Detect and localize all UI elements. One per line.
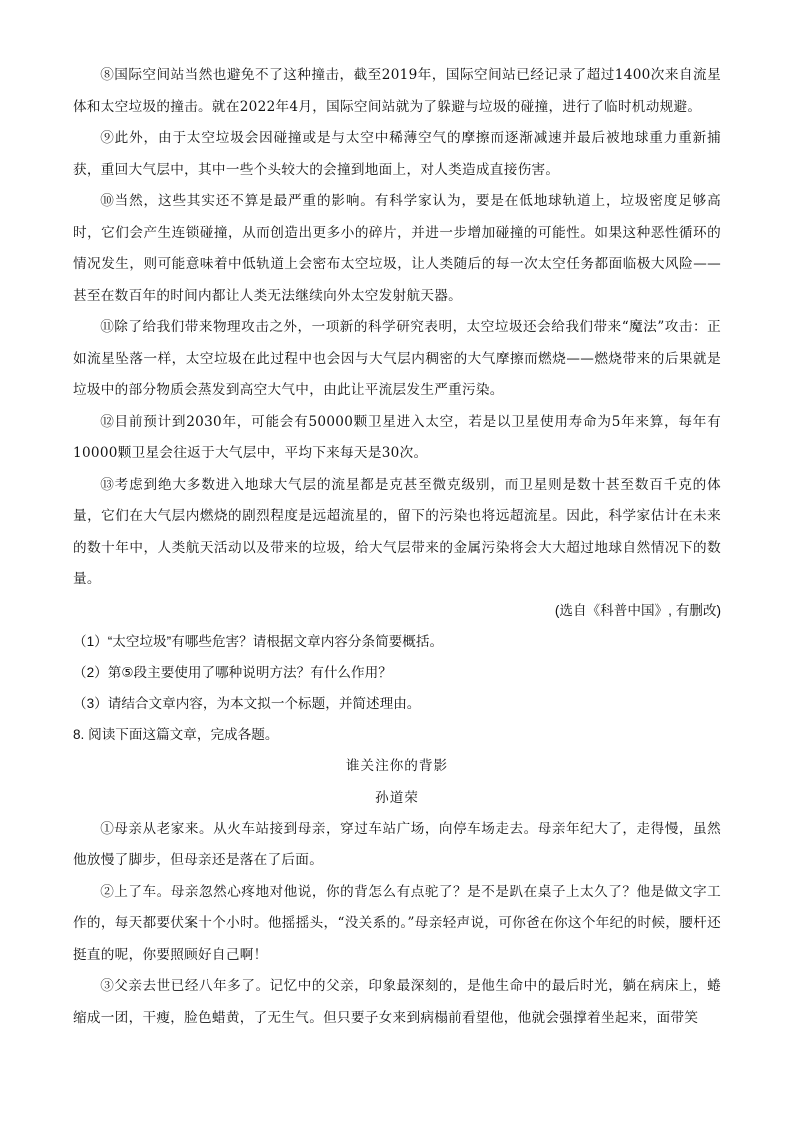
paragraph-2: ②上了车。母亲忽然心疼地对他说，你的背怎么有点驼了？是不是趴在桌子上太久了？他是做文字工作的，每天都要伏案十个小时。他摇摇头，“没关系的。”母亲轻声说，可你爸在你这个年纪的时候，腰杆还挺直的呢，你要照顾好自己啊！ [73,883,721,963]
paragraph-12: ⑫目前预计到2030年，可能会有50000颗卫星进入太空，若是以卫星使用寿命为5年来算，每年有10000颗卫星会往返于大气层中，平均下来每天是30次。 [73,413,721,461]
paragraph-9: ⑨此外，由于太空垃圾会因碰撞或是与太空中稀薄空气的摩擦而逐渐减速并最后被地球重力重新捕获，重回大气层中，其中一些个头较大的会撞到地面上，对人类造成直接伤害。 [73,130,721,178]
article-title: 谁关注你的背影 [345,757,449,774]
question-8-instruction: 8. 阅读下面这篇文章，完成各题。 [73,726,279,742]
paragraph-8: ⑧国际空间站当然也避免不了这种撞击，截至2019年，国际空间站已经记录了超过1400次来自流星体和太空垃圾的撞击。就在2022年4月，国际空间站就为了躲避与垃圾的碰撞，进行了临时机动规避。 [73,67,721,115]
questions-section [73,626,721,750]
question-2: （2）第⑤段主要使用了哪种说明方法？有什么作用？ [73,664,392,680]
article-back-view [73,750,721,1035]
paragraph-3: ③父亲去世已经八年多了。记忆中的父亲，印象最深刻的，是他生命中的最后时光，躺在病床上，蜷缩成一团，干瘦，脸色蜡黄，了无生气。但只要子女来到病榻前看望他，他就会强撑着坐起来，面带笑 [73,978,721,1026]
question-1: （1）“太空垃圾”有哪些危害？请根据文章内容分条简要概括。 [73,633,444,649]
paragraph-11: ⑪除了给我们带来物理攻击之外，一项新的科学研究表明，太空垃圾还会给我们带来“魔法”攻击：正如流星坠落一样，太空垃圾在此过程中也会因与大气层内稠密的大气摩擦而燃烧——燃烧带来的后果就是垃圾中的部分物质会蒸发到高空大气中，由此让平流层发生严重污染。 [73,319,721,398]
paragraph-13: ⑬考虑到绝大多数进入地球大气层的流星都是克甚至微克级别，而卫星则是数十甚至数百千克的体量，它们在大气层内燃烧的剧烈程度是远超流星的，留下的污染也将远超流星。因此，科学家估计在未来的数十年中，人类航天活动以及带来的垃圾，给大气层带来的金属污染将会大大超过地球自然情况下的数量。 [73,476,721,587]
article-space-debris [73,60,721,626]
article-author: 孙道荣 [375,789,419,806]
document-page [73,60,721,1034]
question-3: （3）请结合文章内容，为本文拟一个标题，并简述理由。 [73,695,421,711]
paragraph-1: ①母亲从老家来。从火车站接到母亲，穿过车站广场，向停车场走去。母亲年纪大了，走得慢，虽然他放慢了脚步，但母亲还是落在了后面。 [73,820,721,868]
paragraph-10: ⑩当然，这些其实还不算是最严重的影响。有科学家认为，要是在低地球轨道上，垃圾密度足够高时，它们会产生连锁碰撞，从而创造出更多小的碎片，并进一步增加碰撞的可能性。如果这种恶性循环的情况发生，则可能意味着中低轨道上会密布太空垃圾，让人类随后的每一次太空任务都面临极大风险——甚至在数百年的时间内都让人类无法继续向外太空发射航天器。 [73,193,721,304]
source-citation: (选自《科普中国》, 有删改) [554,602,721,618]
